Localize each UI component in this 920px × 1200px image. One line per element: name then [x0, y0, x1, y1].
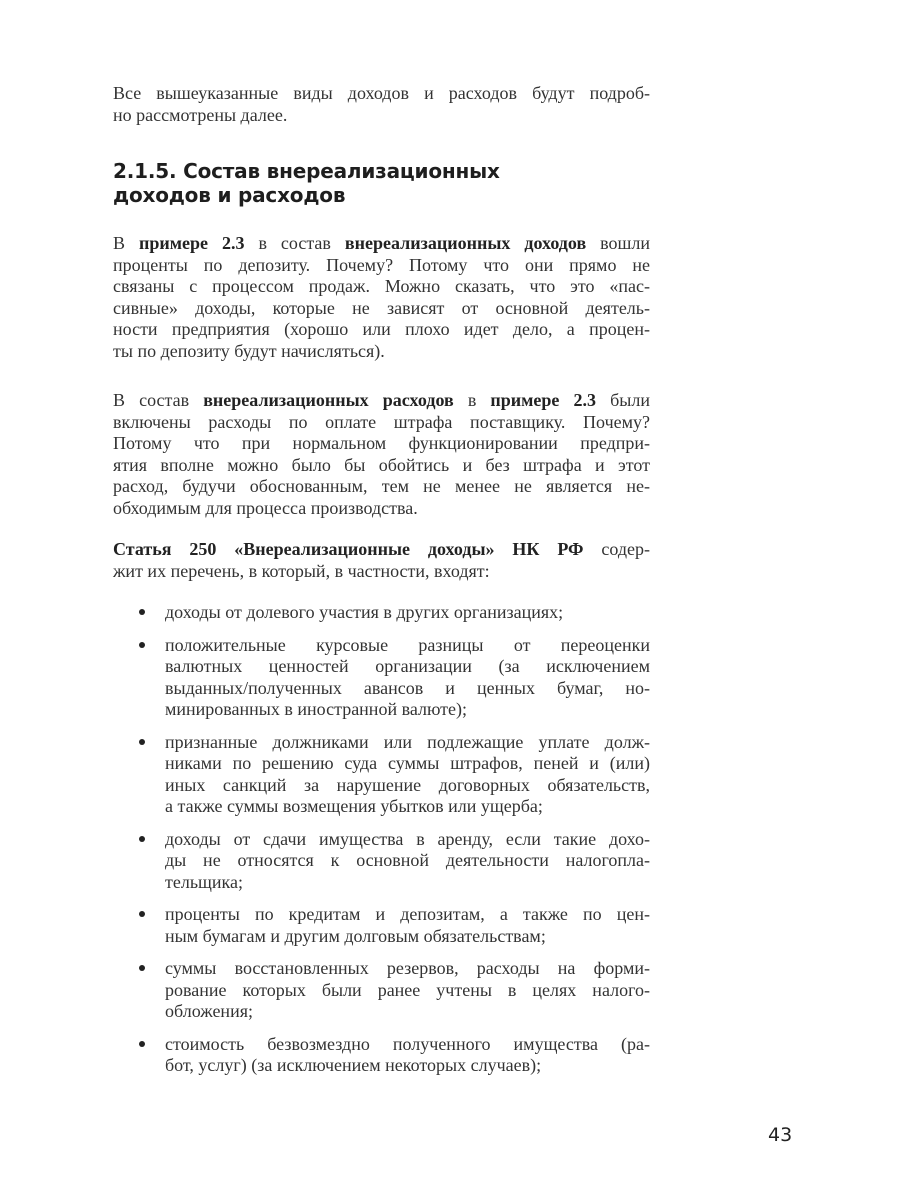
- bullet-icon: [139, 911, 145, 917]
- text: В: [113, 233, 139, 253]
- text: обложения;: [165, 1001, 253, 1021]
- text: проценты по депозиту. Почему? Потому что они прямо не: [113, 254, 650, 275]
- text: суммы восстановленных резервов, расходы на форми-: [165, 958, 650, 978]
- bullet-icon: [139, 609, 145, 615]
- text-line: [165, 829, 650, 851]
- text: Все вышеуказанные виды доходов и расходов будут подроб-: [113, 83, 650, 103]
- text-line: [113, 476, 650, 498]
- text-line: [113, 255, 650, 277]
- text: Потому что при нормальном функционировании предпри-: [113, 433, 650, 453]
- text-line: [113, 319, 650, 341]
- text-line: [113, 498, 650, 520]
- text-line: [113, 390, 650, 412]
- text: вошли: [586, 233, 651, 253]
- text: но рассмотрены далее.: [113, 104, 288, 125]
- text-line: [113, 455, 650, 477]
- paragraph-nonoperating-income: [113, 233, 650, 362]
- text-line: [165, 635, 650, 657]
- text-line: [165, 1055, 650, 1077]
- text-line: [165, 850, 650, 872]
- text: обходимым для процесса производства.: [113, 497, 418, 518]
- text-line: [165, 1034, 650, 1056]
- bullet-icon: [139, 1041, 145, 1047]
- text-line: [113, 433, 650, 455]
- text: признанные должниками или подлежащие уплате долж-: [165, 731, 650, 752]
- bullet-icon: [139, 739, 145, 745]
- text-line: [113, 539, 650, 561]
- text: содер-: [583, 539, 650, 559]
- list-item: [113, 635, 650, 721]
- text: связаны с процессом продаж. Можно сказать, что это «пас-: [113, 276, 650, 296]
- section-heading: [113, 160, 500, 207]
- bold-text: примере 2.3: [490, 390, 597, 410]
- text-line: [165, 904, 650, 926]
- text-line: [165, 980, 650, 1002]
- paragraph-article-250: [113, 539, 650, 582]
- text: бот, услуг) (за исключением некоторых случаев);: [165, 1055, 542, 1075]
- bold-text: Статья 250 «Внереализационные доходы» НК РФ: [113, 539, 584, 559]
- text-line: [113, 298, 650, 320]
- text-line: [165, 775, 650, 797]
- text: в состав: [244, 233, 345, 253]
- text-line: [165, 958, 650, 980]
- text: расход, будучи обоснованным, тем не менее не является не-: [113, 476, 650, 496]
- bullet-icon: [139, 642, 145, 648]
- text: проценты по кредитам и депозитам, а также по цен-: [165, 904, 650, 924]
- list-item: [113, 829, 650, 894]
- text: ности предприятия (хорошо или плохо идет дело, а процен-: [113, 319, 650, 339]
- text: сивные» доходы, которые не зависят от основной деятель-: [113, 297, 650, 318]
- text: В состав: [113, 390, 204, 410]
- text: ным бумагам и другим долговым обязательствам;: [165, 925, 546, 946]
- list-item: [113, 602, 650, 624]
- text-line: [113, 105, 650, 127]
- income-list: [113, 602, 650, 1088]
- bold-text: внереализационных доходов: [344, 233, 587, 253]
- text: никами по решению суда суммы штрафов, пеней и (или): [165, 753, 650, 773]
- text: ды не относятся к основной деятельности налогопла-: [165, 850, 650, 870]
- text-line: [165, 602, 650, 624]
- text-line: [113, 276, 650, 298]
- text: положительные курсовые разницы от переоценки: [165, 634, 650, 655]
- text-line: [165, 872, 650, 894]
- text-line: [165, 699, 650, 721]
- text: ты по депозиту будут начисляться).: [113, 340, 385, 361]
- section-heading-line-2: доходов и расходов: [113, 182, 346, 207]
- page-number: 43: [768, 1124, 793, 1146]
- text-line: [165, 1001, 650, 1023]
- text: рование которых были ранее учтены в целях налого-: [165, 979, 650, 1000]
- list-item: [113, 904, 650, 947]
- bold-text: внереализационных расходов: [203, 390, 454, 410]
- text: валютных ценностей организации (за исключением: [165, 656, 650, 676]
- text: стоимость безвозмездно полученного имущества (ра-: [165, 1033, 650, 1054]
- text-line: [113, 233, 650, 255]
- paragraph-nonoperating-expenses: [113, 390, 650, 519]
- text: доходы от сдачи имущества в аренду, если такие дохо-: [165, 828, 650, 849]
- list-item: [113, 732, 650, 818]
- text: включены расходы по оплате штрафа поставщику. Почему?: [113, 411, 650, 432]
- text-line: [165, 753, 650, 775]
- bold-text: примере 2.3: [138, 233, 245, 253]
- text: тельщика;: [165, 871, 244, 892]
- text: доходы от долевого участия в других организациях;: [165, 602, 564, 622]
- text-line: [165, 926, 650, 948]
- section-heading-line-1: 2.1.5. Состав внереализационных: [113, 159, 500, 183]
- text: в: [453, 390, 491, 410]
- text: а также суммы возмещения убытков или ущерба;: [165, 796, 543, 816]
- text: выданных/полученных авансов и ценных бумаг, но-: [165, 677, 650, 698]
- text-line: [165, 678, 650, 700]
- text-line: [113, 412, 650, 434]
- text-line: [165, 732, 650, 754]
- text-line: [113, 561, 650, 583]
- text: минированных в иностранной валюте);: [165, 699, 468, 719]
- bullet-icon: [139, 965, 145, 971]
- text-line: [165, 796, 650, 818]
- list-item: [113, 1034, 650, 1077]
- text: жит их перечень, в который, в частности, входят:: [113, 560, 490, 581]
- list-item: [113, 958, 650, 1023]
- intro-paragraph: [113, 83, 650, 126]
- bullet-icon: [139, 836, 145, 842]
- text-line: [113, 83, 650, 105]
- text: иных санкций за нарушение договорных обязательств,: [165, 774, 650, 795]
- text: были: [596, 390, 650, 410]
- text: ятия вполне можно было бы обойтись и без штрафа и этот: [113, 454, 650, 475]
- text-line: [113, 341, 650, 363]
- text-line: [165, 656, 650, 678]
